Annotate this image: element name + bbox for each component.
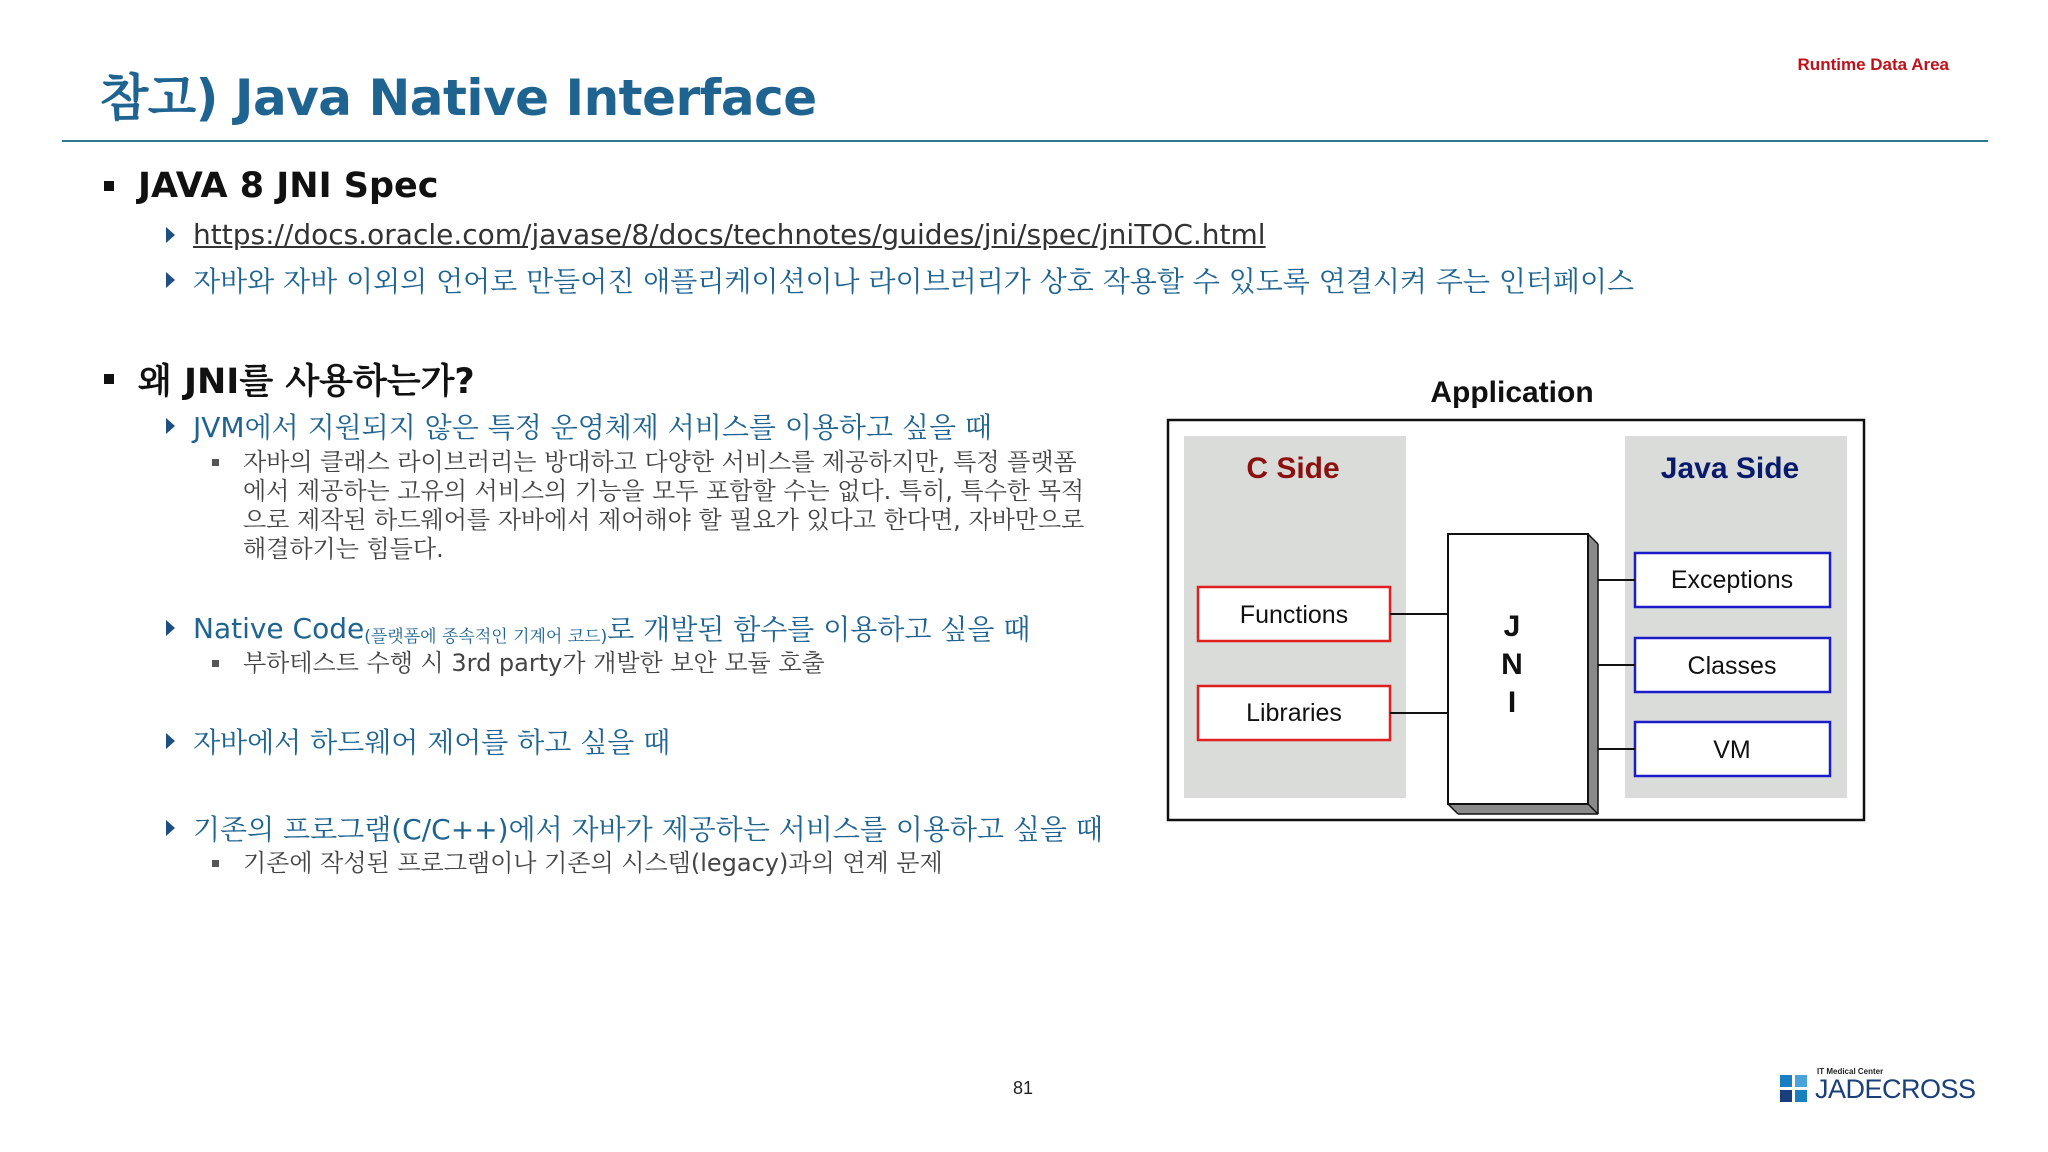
logo-mark-icon [1780,1075,1807,1102]
reason-4-detail [212,849,943,878]
triangle-bullet-icon [166,272,175,288]
triangle-bullet-icon [166,227,175,243]
classes-label: Classes [1687,652,1777,680]
reason-label-2-note: (플랫폼에 종속적인 기계어 코드) [364,626,608,647]
reason-label-4: 기존의 프로그램(C/C++)에서 자바가 제공하는 서비스를 이용하고 싶을 때 [193,813,1103,846]
reason-2-detail [212,649,825,678]
small-square-bullet-icon [212,860,219,867]
triangle-bullet-icon [166,733,175,749]
logo-subtitle: IT Medical Center [1817,1067,1884,1076]
page-number: 81 [1013,1078,1034,1098]
detail-line: 으로 제작된 하드웨어를 자바에서 제어해야 할 필요가 있다고 한다면, 자바만으로 [243,506,1085,534]
reason-item-2 [166,608,1030,648]
detail-line: 자바의 클래스 라이브러리는 방대하고 다양한 서비스를 제공하지만, 특정 플랫폼 [243,448,1077,476]
c-side-label: C Side [1246,452,1340,485]
triangle-bullet-icon [166,620,175,636]
detail-line: 에서 제공하는 고유의 서비스의 기능을 모두 포함할 수는 없다. 특히, 특수한 목적 [243,477,1085,505]
application-label: Application [1430,376,1594,409]
jni-description-item [166,260,1634,300]
jni-letter-j: J [1503,610,1521,643]
spec-link[interactable]: https://docs.oracle.com/javase/8/docs/technotes/guides/jni/spec/jniTOC.html [193,218,1266,251]
jni-letter-n: N [1501,648,1523,681]
detail-line: 해결하기는 힘들다. [243,535,444,563]
reason-label-2-pre: Native Code [193,611,365,645]
page-title: 참고) Java Native Interface [100,69,817,127]
reason-item-1 [166,406,992,446]
reason-item-4 [166,808,1103,848]
reason-label-2-post: 로 개발된 함수를 이용하고 싶을 때 [607,613,1031,646]
diagram-svg [1160,368,1872,828]
reason-1-detail-text [243,448,1084,564]
exceptions-label: Exceptions [1670,566,1794,594]
triangle-bullet-icon [166,820,175,836]
functions-label: Functions [1239,601,1349,629]
reason-label-1: JVM에서 지원되지 않은 특정 운영체제 서비스를 이용하고 싶을 때 [193,411,992,444]
header-divider [62,140,1988,142]
company-logo [1780,1067,1976,1102]
logo-wordmark: JADECROSS [1815,1074,1976,1104]
detail-line: 부하테스트 수행 시 3rd party가 개발한 보안 모듈 호출 [243,649,825,677]
small-square-bullet-icon [212,459,219,466]
square-bullet-icon [104,181,114,191]
vm-label: VM [1713,736,1751,764]
square-bullet-icon [104,374,114,384]
section1-heading [104,166,439,206]
reason-item-3 [166,721,670,761]
java-side-label: Java Side [1660,452,1800,485]
section-tag: Runtime Data Area [1797,55,1949,74]
jni-description: 자바와 자바 이외의 언어로 만들어진 애플리케이션이나 라이브러리가 상호 작용할 수 있도록 연결시켜 주는 인터페이스 [193,265,1635,298]
section2-heading-text: 왜 JNI를 사용하는가? [138,362,475,402]
small-square-bullet-icon [212,660,219,667]
detail-line: 기존에 작성된 프로그램이나 기존의 시스템(legacy)과의 연계 문제 [243,849,943,877]
section2-heading [104,354,475,404]
reason-label-3: 자바에서 하드웨어 제어를 하고 싶을 때 [193,726,671,759]
jni-letter-i: I [1507,686,1517,719]
spec-link-item [166,218,1266,251]
jni-architecture-diagram [1160,368,1872,828]
section1-heading-text: JAVA 8 JNI Spec [138,166,439,206]
libraries-label: Libraries [1246,699,1342,727]
reason-1-detail [212,448,1132,564]
triangle-bullet-icon [166,418,175,434]
